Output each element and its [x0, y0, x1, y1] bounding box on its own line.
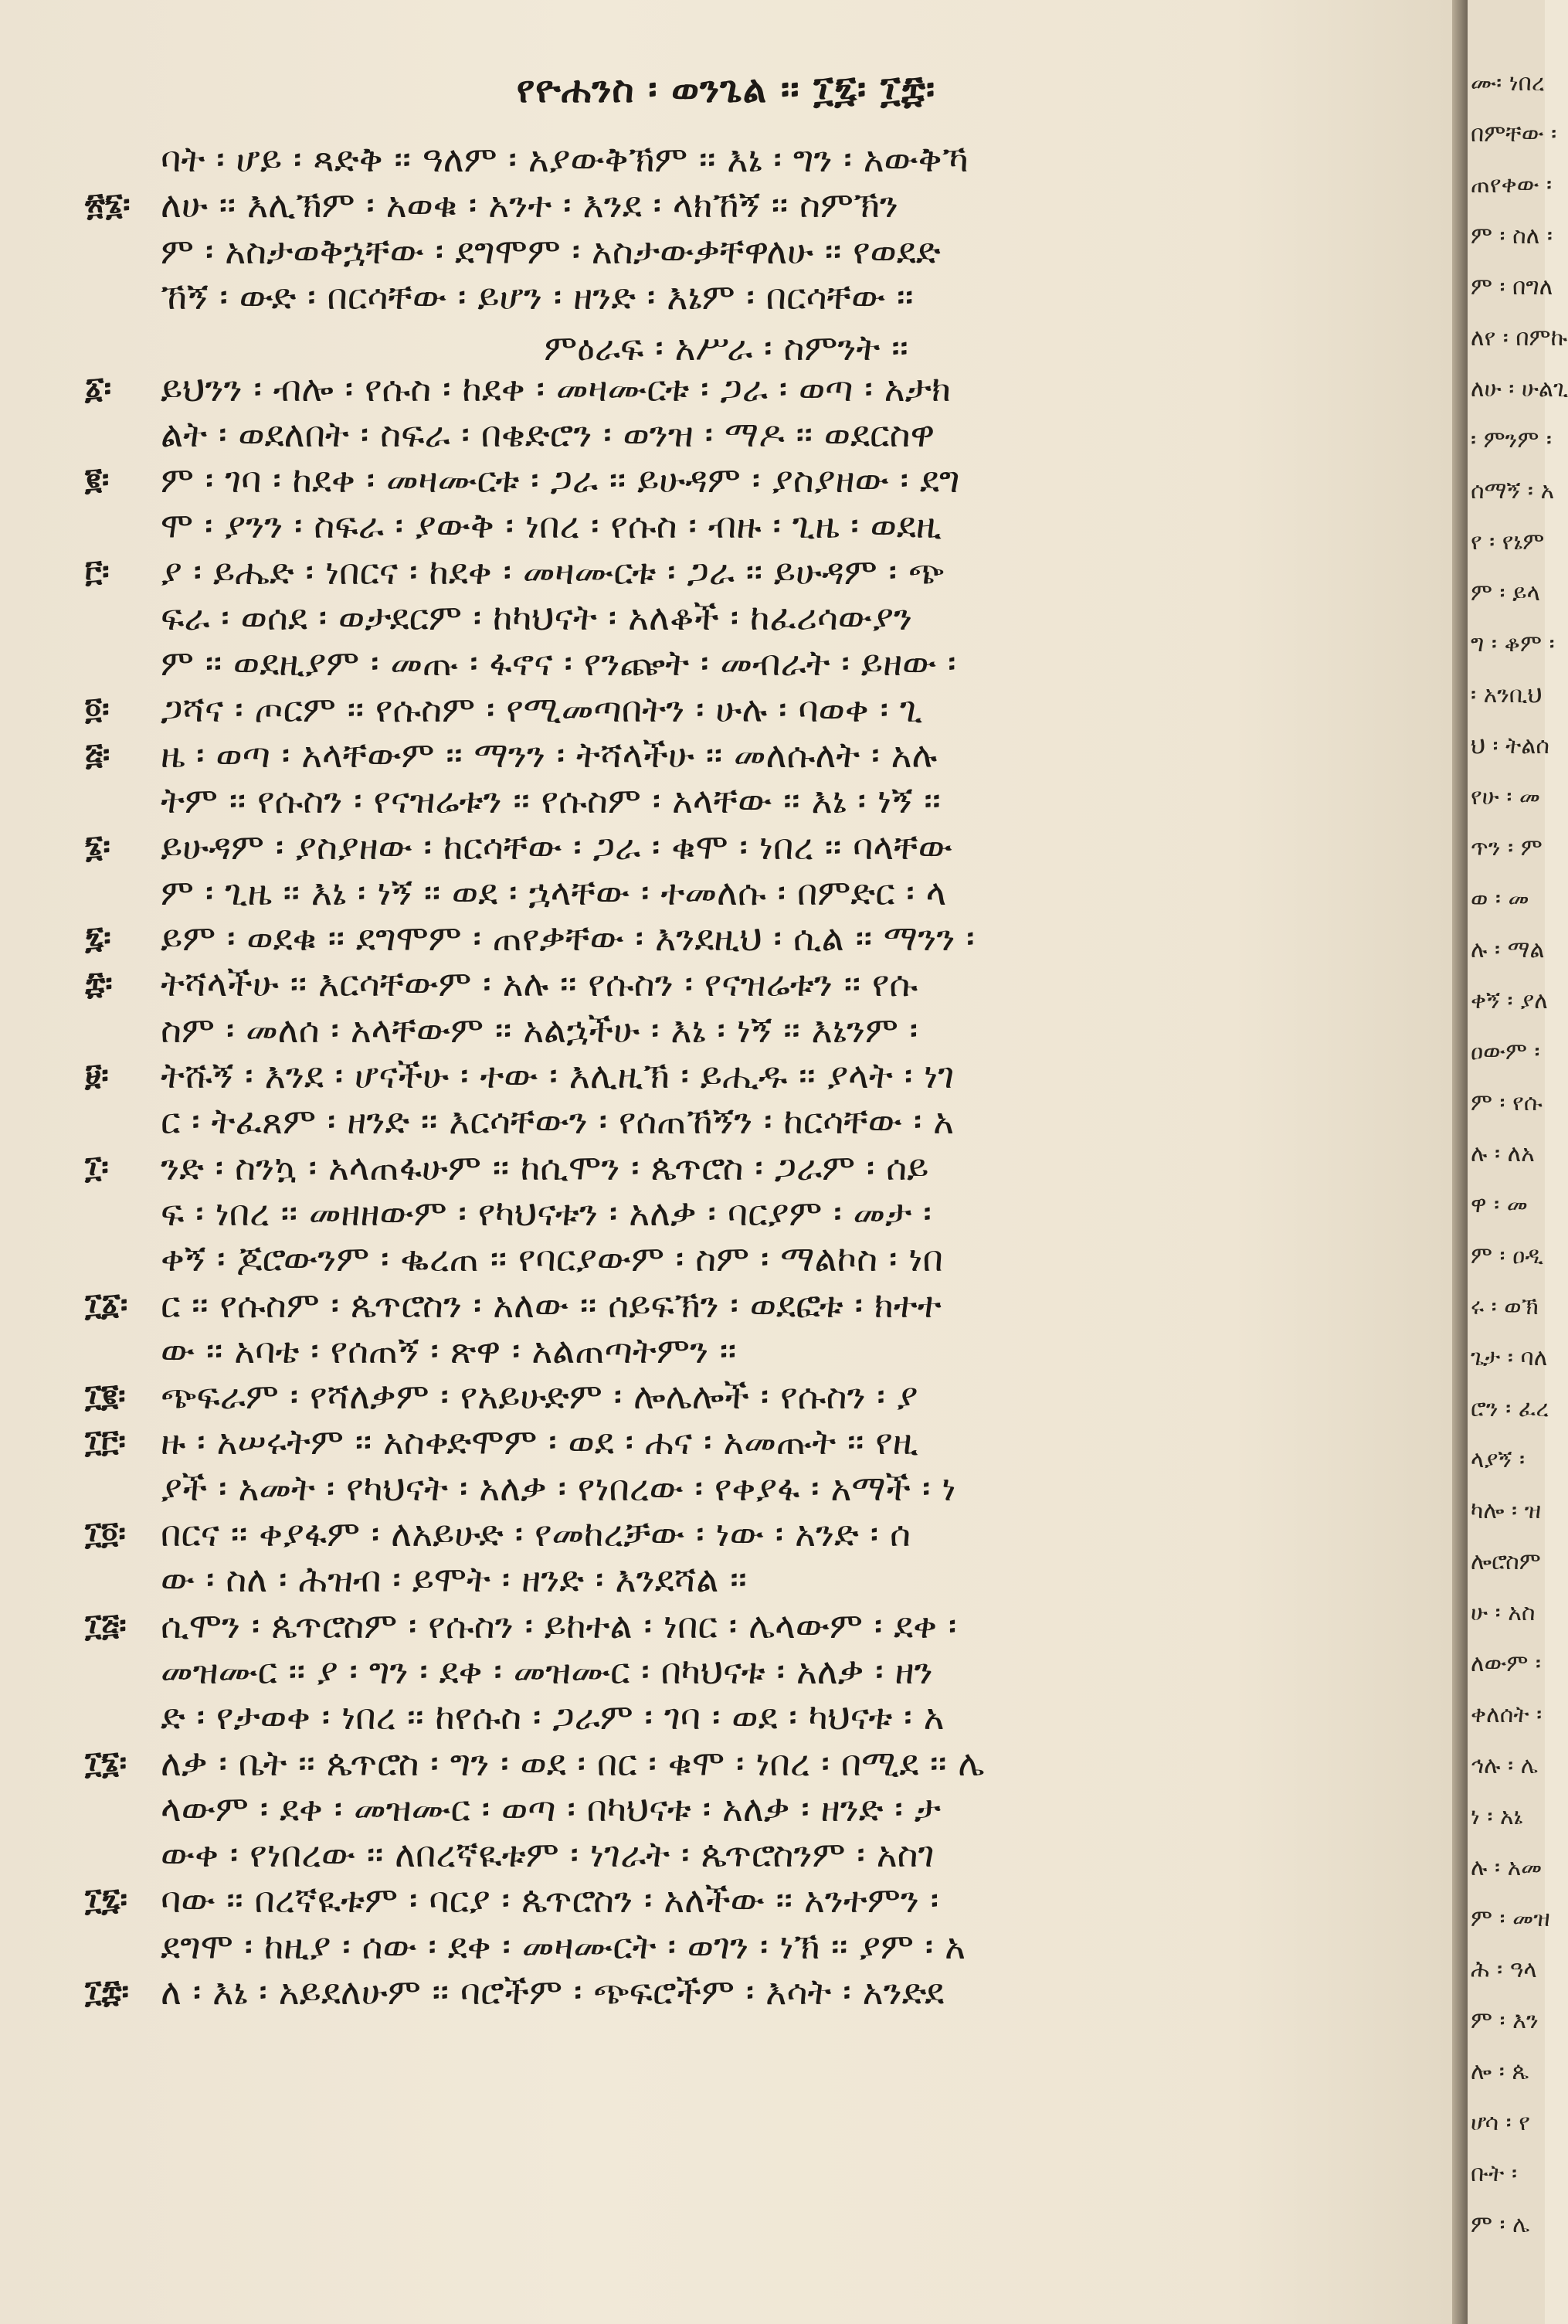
line-text: ር ፡ ትፈጸም ፡ ዘንድ ፡፡ እርሳቸውን ፡ የሰጠኸኝን ፡ ከርሳቸው ፡ አ — [161, 1100, 955, 1143]
verse-number: ፳፮፡ — [85, 187, 131, 223]
line-text: ይህንን ፡ ብሎ ፡ የሱስ ፡ ከደቀ ፡ መዛሙርቱ ፡ ጋራ ፡ ወጣ ፡ አታክ — [161, 367, 951, 409]
adjacent-page-fragment: ካሎ ፡ ዝ — [1471, 1497, 1542, 1524]
adjacent-page-fragment: ቀኝ ፡ ያለ — [1471, 987, 1548, 1014]
line-text: ው ፡፡ አባቴ ፡ የሰጠኝ ፡ ጽዋ ፡ አልጠጣትምን ፡፡ — [161, 1329, 737, 1371]
line-text: ም ፡ አስታወቅኋቸው ፡ ደግሞም ፡ አስታውቃቸዋለሁ ፡፡ የወደድ — [161, 229, 941, 272]
adjacent-page-fragment: ም ፡ በግለ — [1471, 274, 1553, 301]
line-text: ደግሞ ፡ ከዚያ ፡ ሰው ፡ ደቀ ፡ መዛሙርት ፡ ወገን ፡ ነኽ ፡፡ ያም ፡ አ — [161, 1925, 966, 1967]
verse-number: ፱፡ — [85, 1058, 109, 1093]
adjacent-page-fragment: ም ፡ ስለ ፡ — [1471, 223, 1553, 250]
line-text: ይም ፡ ወደቁ ፡፡ ደግሞም ፡ ጠየቃቸው ፡ እንደዚህ ፡ ሲል ፡፡ ማንን ፡ — [161, 917, 975, 960]
adjacent-page-fragment: ሕ ፡ ዓላ — [1471, 1956, 1537, 1983]
text-line — [0, 825, 1452, 868]
adjacent-page-fragment: ነ ፡ አኔ — [1471, 1803, 1523, 1830]
line-text: ድ ፡ የታወቀ ፡ ነበረ ፡፡ ከየሱስ ፡ ጋራም ፡ ገባ ፡ ወደ ፡ ካህናቱ ፡ አ — [161, 1696, 945, 1738]
line-text: ሞ ፡ ያንን ፡ ስፍራ ፡ ያውቅ ፡ ነበረ ፡ የሱስ ፡ ብዙ ፡ ጊዜ ፡ ወደዚ — [161, 505, 942, 547]
adjacent-page-fragment: ሎ ፡ ጴ — [1471, 2058, 1529, 2085]
verse-number: ፯፡ — [85, 920, 111, 956]
verse-number: ፫፡ — [85, 553, 110, 589]
adjacent-page-fragment: ፡ አንቢህ — [1471, 681, 1543, 708]
text-line — [0, 1833, 1452, 1876]
text-line — [0, 550, 1452, 593]
line-text: ለሁ ፡፡ እሊኽም ፡ አወቁ ፡ አንተ ፡ እንደ ፡ ላክኸኝ ፡፡ ስምኽን — [161, 184, 898, 226]
text-line — [0, 733, 1452, 776]
text-line — [0, 962, 1452, 1005]
adjacent-page-fragment: ሰማኝ ፡ አ — [1471, 477, 1555, 505]
line-text: ዙ ፡ አሠሩትም ፡፡ አስቀድሞም ፡ ወደ ፡ ሐና ፡ አመጡት ፡፡ የዚ — [161, 1421, 918, 1463]
text-line — [0, 229, 1452, 273]
verse-number: ፲፮፡ — [85, 1745, 127, 1781]
adjacent-page-fragment: ሎሮስም — [1471, 1548, 1541, 1575]
adjacent-page-fragment: ሮን ፡ ፈረ — [1471, 1395, 1549, 1422]
line-text: ንድ ፡ ስንኳ ፡ አላጠፋሁም ፡፡ ከሲሞን ፡ ጴጥሮስ ፡ ጋራም ፡ ሰይ — [161, 1146, 929, 1188]
adjacent-page-fragment: ለየ ፡ በምኩ — [1471, 324, 1568, 352]
adjacent-page-fragment: የሁ ፡ መ — [1471, 783, 1541, 810]
line-text: ትሹኝ ፡ እንደ ፡ ሆናችሁ ፡ ተው ፡ እሊዚኽ ፡ ይሒዱ ፡፡ ያላት ፡ ነገ — [161, 1055, 955, 1096]
running-header: የዮሐንስ ፡ ወንጌል ፡፡ ፲፯፡ ፲፰፡ — [516, 68, 936, 111]
adjacent-page-fragment: ም ፡ ሌ — [1471, 2211, 1530, 2238]
line-text: መዝሙር ፡፡ ያ ፡ ግን ፡ ደቀ ፡ መዝሙር ፡ በካህናቱ ፡ አለቃ ፡ ዘን — [161, 1650, 933, 1692]
adjacent-page-fragment: ሁ ፡ አስ — [1471, 1599, 1536, 1626]
adjacent-page-fragment: ም ፡ የሱ — [1471, 1089, 1543, 1116]
adjacent-page-fragment: ዐውም ፡ — [1471, 1038, 1540, 1065]
line-text: ያች ፡ አመት ፡ የካህናት ፡ አለቃ ፡ የነበረው ፡ የቀያፋ ፡ አማች ፡ ነ — [161, 1466, 956, 1509]
adjacent-page-fragment: ሉ ፡ ለአ — [1471, 1140, 1535, 1167]
adjacent-page-fragment: ለሁ ፡ ሁልጊ — [1471, 375, 1568, 403]
line-text: ለቃ ፡ ቤት ፡፡ ጴጥሮስ ፡ ግን ፡ ወደ ፡ በር ፡ ቁሞ ፡ ነበረ ፡ በሚደ ፡፡ ሌ — [161, 1741, 985, 1784]
verse-number: ፩፡ — [85, 370, 112, 406]
line-text: በርና ፡፡ ቀያፋም ፡ ለአይሁድ ፡ የመከረቻው ፡ ነው ፡ አንድ ፡ ሰ — [161, 1513, 911, 1554]
line-text: ይሁዳም ፡ ያስያዘው ፡ ከርሳቸው ፡ ጋራ ፡ ቁሞ ፡ ነበረ ፡፡ ባላቸው — [161, 825, 952, 868]
line-text: ትሻላችሁ ፡፡ እርሳቸውም ፡ አሉ ፡፡ የሱስን ፡ የናዝሬቱን ፡፡ የሱ — [161, 963, 918, 1005]
text-line — [0, 183, 1452, 226]
verse-number: ፲፩፡ — [85, 1286, 128, 1323]
text-line — [0, 596, 1452, 639]
text-line — [0, 1099, 1452, 1143]
text-line — [0, 413, 1452, 456]
adjacent-page-fragment: ፡ ምንም ፡ — [1471, 426, 1552, 454]
text-line — [0, 1878, 1452, 1921]
adjacent-page-fragment: ጌታ ፡ ባለ — [1471, 1344, 1548, 1371]
line-text: ቀኝ ፡ ጆሮውንም ፡ ቈረጠ ፡፡ የባርያውም ፡ ስም ፡ ማልኮስ ፡ ነበ — [161, 1238, 943, 1280]
text-line — [0, 1604, 1452, 1647]
text-line — [0, 1970, 1452, 2013]
adjacent-page-fragment: በምቸው ፡ — [1471, 121, 1557, 148]
line-text: ልት ፡ ወደለበት ፡ ስፍራ ፡ በቄድሮን ፡ ወንዝ ፡ ማዶ ፡፡ ወደርስዋ — [161, 413, 935, 455]
verse-number: ፲፬፡ — [85, 1516, 126, 1551]
text-line — [0, 1741, 1452, 1785]
line-text: ስም ፡ መለሰ ፡ አላቸውም ፡፡ አልኋችሁ ፡ እኔ ፡ ነኝ ፡፡ እኔንም ፡ — [161, 1008, 918, 1051]
line-text: ም ፡፡ ወደዚያም ፡ መጡ ፡ ፋኖና ፡ የንጬት ፡ መብራት ፡ ይዘው ፡ — [161, 642, 956, 685]
adjacent-page-fragment: ላያኝ ፡ — [1471, 1446, 1526, 1473]
text-line — [0, 1695, 1452, 1738]
adjacent-page-fragment: ግ ፡ ቆም ፡ — [1471, 630, 1555, 657]
line-text: ዜ ፡ ወጣ ፡ አላቸውም ፡፡ ማንን ፡ ትሻላችሁ ፡፡ መለሱለት ፡ አሉ — [161, 733, 938, 776]
text-line — [0, 1237, 1452, 1280]
line-text: ር ፡፡ የሱስም ፡ ጴጥሮስን ፡ አለው ፡፡ ሰይፍኽን ፡ ወደፎቱ ፡ ክተተ — [161, 1283, 942, 1326]
verse-number: ፰፡ — [85, 966, 113, 1002]
adjacent-page-fragment: ጠየቀው ፡ — [1471, 172, 1553, 199]
verse-number: ፮፡ — [85, 828, 110, 865]
line-text: ለ ፡ እኔ ፡ አይደለሁም ፡፡ ባሮችም ፡ ጭፍሮችም ፡ እሳት ፡ አንድደ — [161, 1971, 945, 2013]
line-text: ፍ ፡ ነበረ ፡፡ መዘዘውም ፡ የካህናቱን ፡ አለቃ ፡ ባርያም ፡ መታ ፡ — [161, 1191, 932, 1234]
text-line — [0, 871, 1452, 914]
text-line — [0, 1191, 1452, 1235]
text-line — [0, 1283, 1452, 1327]
text-line — [0, 504, 1452, 547]
verse-number: ፲፡ — [85, 1149, 109, 1185]
text-line — [0, 138, 1452, 181]
adjacent-page-fragment: ቀለሰት ፡ — [1471, 1701, 1543, 1728]
adjacent-page-fragment: ዋ ፡ መ — [1471, 1191, 1528, 1218]
text-line — [0, 1787, 1452, 1830]
adjacent-page-fragment: ለውም ፡ — [1471, 1650, 1542, 1677]
verse-number: ፭፡ — [85, 736, 110, 773]
line-text: ጋሻና ፡ ጦርም ፡፡ የሱስም ፡ የሚመጣበትን ፡ ሁሉ ፡ ባወቀ ፡ ጊ — [161, 688, 923, 730]
line-text: ኸኝ ፡ ውድ ፡ በርሳቸው ፡ ይሆን ፡ ዘንድ ፡ እኔም ፡ በርሳቸው ፡፡ — [161, 275, 914, 318]
verse-number: ፲፪፡ — [85, 1378, 126, 1415]
line-text: ም ፡ ጊዜ ፡፡ እኔ ፡ ነኝ ፡፡ ወደ ፡ ኋላቸው ፡ ተመለሱ ፡ በምድር ፡ ላ — [161, 871, 947, 913]
adjacent-page-fragment: ሉ ፡ አመ — [1471, 1854, 1543, 1881]
text-line — [0, 1466, 1452, 1510]
text-line — [0, 367, 1452, 410]
text-line — [0, 1512, 1452, 1555]
adjacent-page-fragment: ሉ ፡ ማል — [1471, 936, 1545, 963]
adjacent-page-fragment: ም ፡ እን — [1471, 2007, 1539, 2034]
adjacent-page-fragment: የ ፡ የኔም — [1471, 528, 1545, 556]
adjacent-page-fragment: ም ፡ ዐዲ — [1471, 1242, 1544, 1269]
verse-number: ፬፡ — [85, 691, 110, 727]
verse-number: ፲፯፡ — [85, 1882, 127, 1918]
verse-number: ፪፡ — [85, 462, 110, 498]
verse-number: ፲፫፡ — [85, 1424, 126, 1460]
text-line — [0, 1329, 1452, 1372]
line-text: ትም ፡፡ የሱስን ፡ የናዝሬቱን ፡፡ የሱስም ፡ አላቸው ፡፡ እኔ ፡ ነኝ ፡፡ — [161, 780, 941, 822]
line-text: ባት ፡ ሆይ ፡ ጻድቅ ፡፡ ዓለም ፡ አያውቅኽም ፡፡ እኔ ፡ ግን ፡ አውቅኻ — [161, 138, 969, 180]
line-text: ውቀ ፡ የነበረው ፡፡ ለበረኛዪቱም ፡ ነገራት ፡ ጴጥሮስንም ፡ አስገ — [161, 1833, 935, 1876]
text-line — [0, 1374, 1452, 1418]
text-line — [0, 1008, 1452, 1052]
book-gutter — [1452, 0, 1468, 2324]
adjacent-page-fragment: ኅሉ ፡ ሌ — [1471, 1752, 1539, 1779]
adjacent-page-fragment: ሙ፡ ነበረ — [1471, 70, 1545, 97]
line-text: ሲሞን ፡ ጴጥሮስም ፡ የሱስን ፡ ይከተል ፡ ነበር ፡ ሌላውም ፡ ደቀ ፡ — [161, 1604, 957, 1646]
text-line — [0, 1420, 1452, 1463]
line-text: ያ ፡ ይሔድ ፡ ነበርና ፡ ከደቀ ፡ መዛሙርቱ ፡ ጋራ ፡፡ ይሁዳም ፡ ጭ — [161, 550, 945, 593]
text-line — [0, 779, 1452, 822]
line-text: ፍራ ፡ ወሰደ ፡ ወታደርም ፡ ከካህናት ፡ አለቆች ፡ ከፈሪሳውያን — [161, 596, 912, 638]
adjacent-page-fragment: ጥን ፡ ም — [1471, 834, 1543, 861]
adjacent-page-fragment: ም ፡ ይላ — [1471, 579, 1541, 606]
text-line — [0, 688, 1452, 731]
text-line — [0, 1925, 1452, 1968]
chapter-heading: ምዕራፍ ፡ አሥራ ፡ ስምንት ፡፡ — [544, 327, 908, 369]
text-line — [0, 1650, 1452, 1693]
adjacent-page-fragment: ወ ፡ መ — [1471, 885, 1529, 912]
adjacent-page-fragment: ም ፡ መዝ — [1471, 1905, 1550, 1932]
text-line — [0, 641, 1452, 685]
line-text: ጭፍራም ፡ የሻለቃም ፡ የአይሁድም ፡ ሎሌሎች ፡ የሱስን ፡ ያ — [161, 1375, 918, 1418]
text-line — [0, 1146, 1452, 1189]
adjacent-page-edge — [1468, 0, 1568, 2324]
text-line — [0, 916, 1452, 960]
line-text: ም ፡ ገባ ፡ ከደቀ ፡ መዛሙርቱ ፡ ጋራ ፡፡ ይሁዳም ፡ ያስያዘው ፡ ደግ — [161, 459, 960, 501]
adjacent-page-fragment: ቡት ፡ — [1471, 2160, 1518, 2187]
verse-number: ፲፭፡ — [85, 1607, 127, 1643]
text-line — [0, 275, 1452, 318]
verse-number: ፲፰፡ — [85, 1974, 129, 2010]
line-text: ላውም ፡ ደቀ ፡ መዝሙር ፡ ወጣ ፡ በካህናቱ ፡ አለቃ ፡ ዘንድ ፡ ታ — [161, 1787, 942, 1830]
line-text: ባው ፡፡ በረኛዪቱም ፡ ባርያ ፡ ጴጥሮስን ፡ አለችው ፡፡ አንተምን ፡ — [161, 1879, 939, 1921]
line-text: ው ፡ ስለ ፡ ሕዝብ ፡ ይሞት ፡ ዘንድ ፡ እንደሻል ፡፡ — [161, 1558, 747, 1601]
text-line — [0, 458, 1452, 501]
adjacent-page-fragment: ህ ፡ ትልሰ — [1471, 732, 1549, 759]
text-line — [0, 1054, 1452, 1097]
adjacent-page-fragment: ሆሳ ፡ የ — [1471, 2109, 1530, 2136]
text-line — [0, 1558, 1452, 1601]
adjacent-page-fragment: ሩ ፡ ወኽ — [1471, 1293, 1539, 1320]
